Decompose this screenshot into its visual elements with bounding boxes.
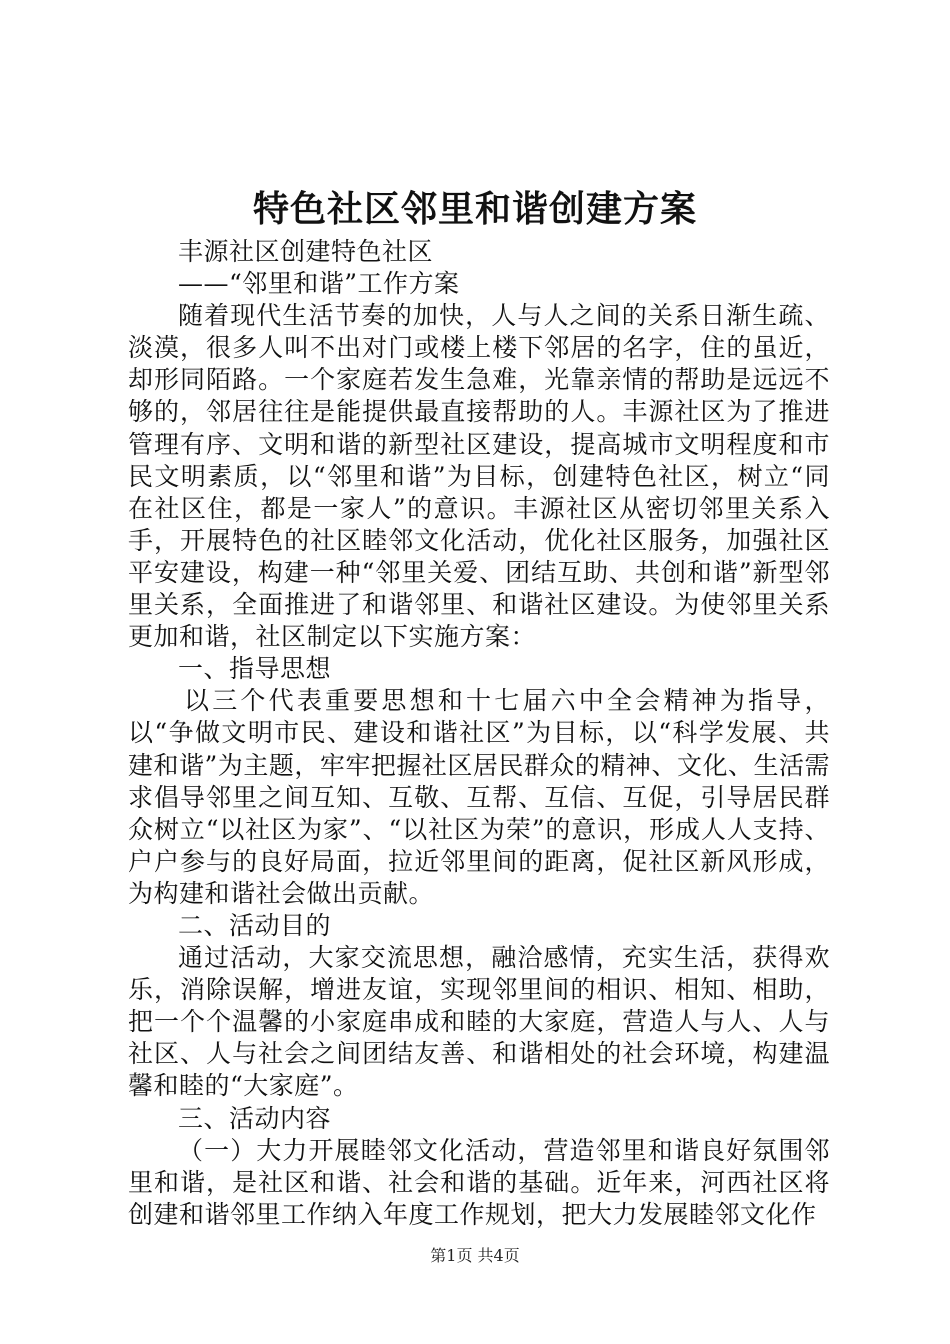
subtitle-line-2: ——“邻里和谐”工作方案 <box>178 269 460 299</box>
section-heading-activity-content: 三、活动内容 <box>178 1103 332 1133</box>
subtitle-line-1: 丰源社区创建特色社区 <box>178 237 434 266</box>
page-footer: 第1页 共4页 <box>430 1246 520 1265</box>
section-heading-guiding-ideology: 一、指导思想 <box>178 654 332 684</box>
document-body <box>128 236 830 1231</box>
section-heading-activity-purpose: 二、活动目的 <box>178 910 332 940</box>
intro-paragraph: 随着现代生活节奏的加快，人与人之间的关系日渐生疏、淡漠，很多人叫不出对门或楼上楼下邻居的名字，住的虽近，却形同陌路。一个家庭若发生急难，光靠亲情的帮助是远远不够的，邻居往往是能提供最直接帮助的人。丰源社区为了推进管理有序、文明和谐的新型社区建设，提高城市文明程度和市民文明素质，以“邻里和谐”为目标，创建特色社区，树立“同在社区住，都是一家人”的意识。丰源社区从密切邻里关系入手，开展特色的社区睦邻文化活动，优化社区服务，加强社区平安建设，构建一种“邻里关爱、团结互助、共创和谐”新型邻里关系，全面推进了和谐邻里、和谐社区建设。为使邻里关系更加和谐，社区制定以下实施方案： <box>128 301 830 652</box>
document-title: 特色社区邻里和谐创建方案 <box>252 188 697 230</box>
guiding-ideology-paragraph: 以三个代表重要思想和十七届六中全会精神为指导，以“争做文明市民、建设和谐社区”为目标，以“科学发展、共建和谐”为主题，牢牢把握社区居民群众的精神、文化、生活需求倡导邻里之间互知、互敬、互帮、互信、互促，引导居民群众树立“以社区为家”、“以社区为荣”的意识，形成人人支持、户户参与的良好局面，拉近邻里间的距离，促社区新风形成，为构建和谐社会做出贡献。 <box>128 686 830 908</box>
activity-content-paragraph: （一）大力开展睦邻文化活动，营造邻里和谐良好氛围邻里和谐，是社区和谐、社会和谐的基础。近年来，河西社区将创建和谐邻里工作纳入年度工作规划，把大力发展睦邻文化作 <box>128 1135 830 1229</box>
activity-purpose-paragraph: 通过活动，大家交流思想，融洽感情，充实生活，获得欢乐，消除误解，增进友谊，实现邻里间的相识、相知、相助，把一个个温馨的小家庭串成和睦的大家庭，营造人与人、人与社区、人与社会之间团结友善、和谐相处的社会环境，构建温馨和睦的“大家庭”。 <box>128 943 830 1101</box>
